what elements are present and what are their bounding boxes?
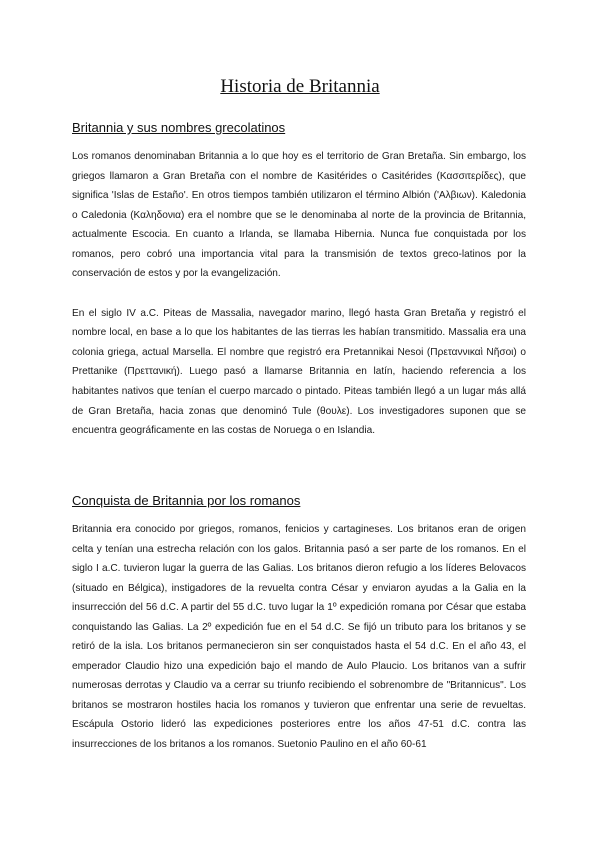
section-heading: Britannia y sus nombres grecolatinos [72,120,286,135]
section-nombres-grecolatinos [72,120,526,461]
paragraph: Britannia era conocido por griegos, romanos, fenicios y cartagineses. Los britanos eran de origen celta y tenían una estrecha relación con los galos. Britannia pasó a ser parte de los romanos. En el siglo I a.C. tuvieron lugar la guerra de las Galias. Los britanos dieron refugio a los líderes Belovacos (situado en Bélgica), instigadores de la revuelta contra César y enviaron ayudas a la Galia en la insurrección del 56 d.C. A partir del 55 d.C. tuvo lugar la 1º expedición romana por César que estaba conquistando las Galias. La 2º expedición fue en el 54 d.C. Se fijó un tributo para los britanos y se retiró de la isla. Los britanos permanecieron sin ser conquistados hasta el 54 d.C. En el año 43, el emperador Claudio hizo una expedición bajo el mando de Aulo Plaucio. Los britanos van a sufrir numerosas derrotas y Claudio va a cerrar su triunfo recibiendo el sobrenombre de "Britannicus". Los britanos se mostraron hostiles hacia los romanos y tuvieron que enfrentar una serie de revueltas. Escápula Ostorio lideró las expediciones posteriores entre los años 47-51 d.C. contra las insurrecciones de los britanos a los romanos. Suetonio Paulino en el año 60-61 [72,524,526,751]
document-title: Historia de Britannia [220,76,380,97]
paragraph: En el siglo IV a.C. Piteas de Massalia, navegador marino, llegó hasta Gran Bretaña y registró el nombre local, en base a lo que los habitantes de las tierras les habían transmitido. Massalia era una colonia griega, actual Marsella. El nombre que registró era Pretannikai Nesoi (Πρεταννικαὶ Νῆσοι) o Prettanike (Πρεττανική). Luego pasó a llamarse Britannia en latín, haciendo referencia a los habitantes nativos que tenían el cuerpo marcado o pintado. Piteas también llegó a un lugar más allá de Gran Bretaña, hacia zonas que denominó Tule (θουλε). Los investigadores suponen que se encuentra geográficamente en las costas de Noruega o en Islandia. [72,307,526,437]
section-heading: Conquista de Britannia por los romanos [72,493,301,508]
paragraph: Los romanos denominaban Britannia a lo que hoy es el territorio de Gran Bretaña. Sin embargo, los griegos llamaron a Gran Bretaña con el nombre de Kasitérides o Casitérides (Κασσιτερίδες), que significa 'Islas de Estaño'. En otros tiempos también utilizaron el término Albión ('Αλβιων). Kaledonia o Caledonia (Καληδονια) era el nombre que se le denominaba al norte de la provincia de Britannia, actualmente Escocia. En cuanto a Irlanda, se llamaba Hibernia. Nunca fue conquistada por los romanos, pero cobró una importancia vital para la transmisión de textos greco-latinos por la conservación de estos y por la evangelización. [72,151,526,280]
section-conquista-romana [72,493,526,775]
